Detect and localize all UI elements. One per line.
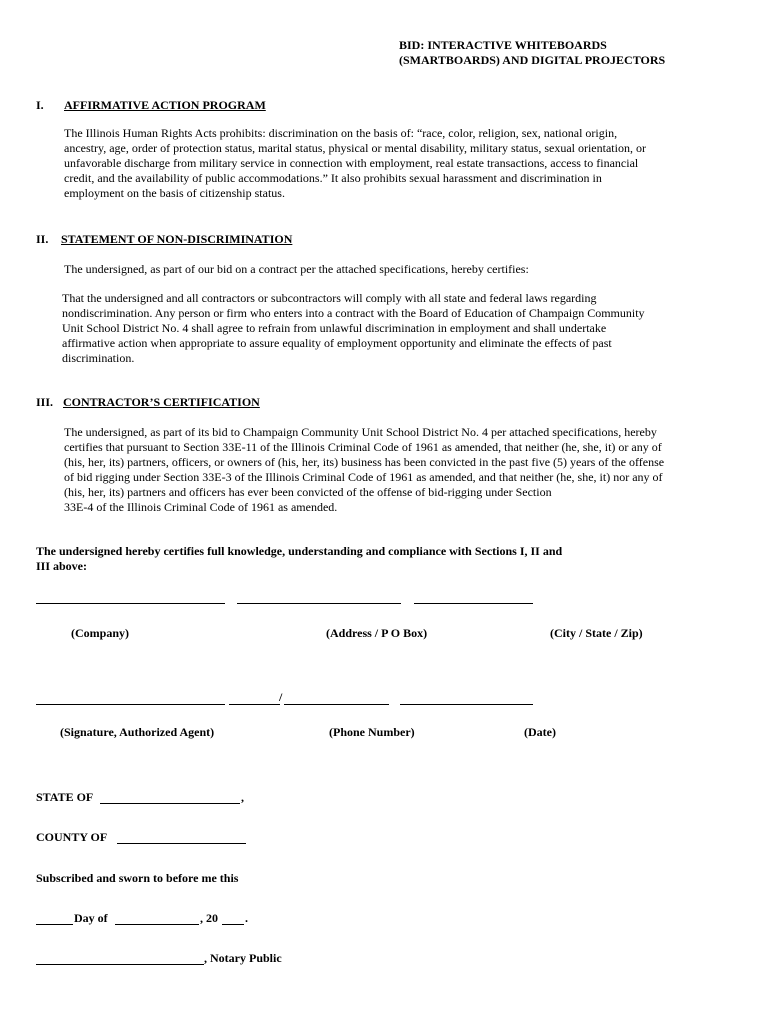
document-header bbox=[399, 38, 665, 68]
section-3-line: The undersigned, as part of its bid to Champaign Community Unit School District No. 4 per attached specifications, hereby bbox=[64, 425, 657, 439]
state-of-label: STATE OF bbox=[36, 790, 94, 804]
date-label: (Date) bbox=[524, 725, 556, 739]
phone-number-line[interactable] bbox=[284, 704, 389, 705]
section-1-line: unfavorable discharge from military service in connection with employment, real estate transactions, access to financial bbox=[64, 156, 639, 170]
phone-label: (Phone Number) bbox=[329, 725, 415, 739]
subscribed-text: Subscribed and sworn to before me this bbox=[36, 871, 239, 885]
section-3-line: of bid rigging under Section 33E-3 of the Illinois Criminal Code of 1961 as amended, and that neither (he, she, it) nor any of bbox=[64, 470, 663, 484]
section-2-number: II. bbox=[36, 232, 49, 246]
date-line[interactable] bbox=[400, 704, 533, 705]
section-1-body bbox=[64, 126, 646, 201]
section-1-title: AFFIRMATIVE ACTION PROGRAM bbox=[64, 98, 266, 112]
signature-label: (Signature, Authorized Agent) bbox=[60, 725, 215, 739]
header-line-2: (SMARTBOARDS) AND DIGITAL PROJECTORS bbox=[399, 53, 666, 67]
year-period: . bbox=[245, 911, 248, 925]
section-3-line: certifies that pursuant to Section 33E-11 of the Illinois Criminal Code of 1961 as amended, that neither (he, she, it) or any of bbox=[64, 440, 662, 454]
address-line[interactable] bbox=[237, 603, 401, 604]
notary-public-label: , Notary Public bbox=[204, 951, 282, 965]
section-2-line: That the undersigned and all contractors or subcontractors will comply with all state and federal laws regarding bbox=[62, 291, 597, 305]
section-3-title: CONTRACTOR’S CERTIFICATION bbox=[63, 395, 260, 409]
day-line[interactable] bbox=[36, 924, 73, 925]
section-1-line: credit, and the availability of public accommodations.” It also prohibits sexual harassment and discrimination in bbox=[64, 171, 602, 185]
company-label: (Company) bbox=[71, 626, 130, 640]
section-1-line: ancestry, age, order of protection status, marital status, physical or mental disability, military status, sexual orientation, or bbox=[64, 141, 646, 155]
section-2-line: affirmative action when appropriate to assure equality of employment opportunity and eliminate the effects of past bbox=[62, 336, 612, 350]
section-2-body bbox=[62, 291, 645, 366]
day-of-label: Day of bbox=[74, 911, 108, 925]
certification-line: III above: bbox=[36, 559, 88, 573]
city-line[interactable] bbox=[414, 603, 533, 604]
header-line-1: BID: INTERACTIVE WHITEBOARDS bbox=[399, 38, 607, 52]
section-3-line: 33E-4 of the Illinois Criminal Code of 1961 as amended. bbox=[64, 500, 338, 514]
year-prefix: , 20 bbox=[200, 911, 218, 925]
section-2-title: STATEMENT OF NON-DISCRIMINATION bbox=[61, 232, 293, 246]
section-1-line: The Illinois Human Rights Acts prohibits: discrimination on the basis of: “race, color, religion, sex, national origin, bbox=[64, 126, 618, 140]
section-3-line: (his, her, its) partners, officers, or owners of (his, her, its) business has been convicted in the past five (5) years of the offense bbox=[64, 455, 665, 469]
company-line[interactable] bbox=[36, 603, 225, 604]
county-line[interactable] bbox=[117, 843, 246, 844]
signature-line[interactable] bbox=[36, 704, 225, 705]
section-3-body bbox=[64, 425, 664, 515]
section-3-line: (his, her, its) partners and officers has ever been convicted of the offense of bid-rigging under Section bbox=[64, 485, 552, 499]
section-1-number: I. bbox=[36, 98, 44, 112]
county-of-label: COUNTY OF bbox=[36, 830, 108, 844]
section-2-line: Unit School District No. 4 shall agree to refrain from unlawful discrimination in employment and shall undertake bbox=[62, 321, 607, 335]
certification-line: The undersigned hereby certifies full knowledge, understanding and compliance with Sections I, II and bbox=[36, 544, 563, 558]
notary-signature-line[interactable] bbox=[36, 964, 204, 965]
section-3-number: III. bbox=[36, 395, 54, 409]
section-1-line: employment on the basis of citizenship status. bbox=[64, 186, 285, 200]
phone-area-code-line[interactable] bbox=[229, 704, 280, 705]
address-label: (Address / P O Box) bbox=[326, 626, 428, 640]
section-2-line: nondiscrimination. Any person or firm who enters into a contract with the Board of Education of Champaign Community bbox=[62, 306, 645, 320]
section-1-heading bbox=[36, 98, 266, 113]
month-line[interactable] bbox=[115, 924, 199, 925]
state-comma: , bbox=[241, 790, 244, 804]
city-label: (City / State / Zip) bbox=[550, 626, 643, 640]
state-line[interactable] bbox=[100, 803, 240, 804]
section-3-heading bbox=[36, 395, 260, 410]
section-2-intro: The undersigned, as part of our bid on a contract per the attached specifications, hereby certifies: bbox=[64, 262, 529, 276]
certification-statement bbox=[36, 544, 562, 574]
section-2-heading bbox=[36, 232, 293, 247]
year-line[interactable] bbox=[222, 924, 244, 925]
phone-slash: / bbox=[279, 690, 283, 704]
section-2-line: discrimination. bbox=[62, 351, 135, 365]
